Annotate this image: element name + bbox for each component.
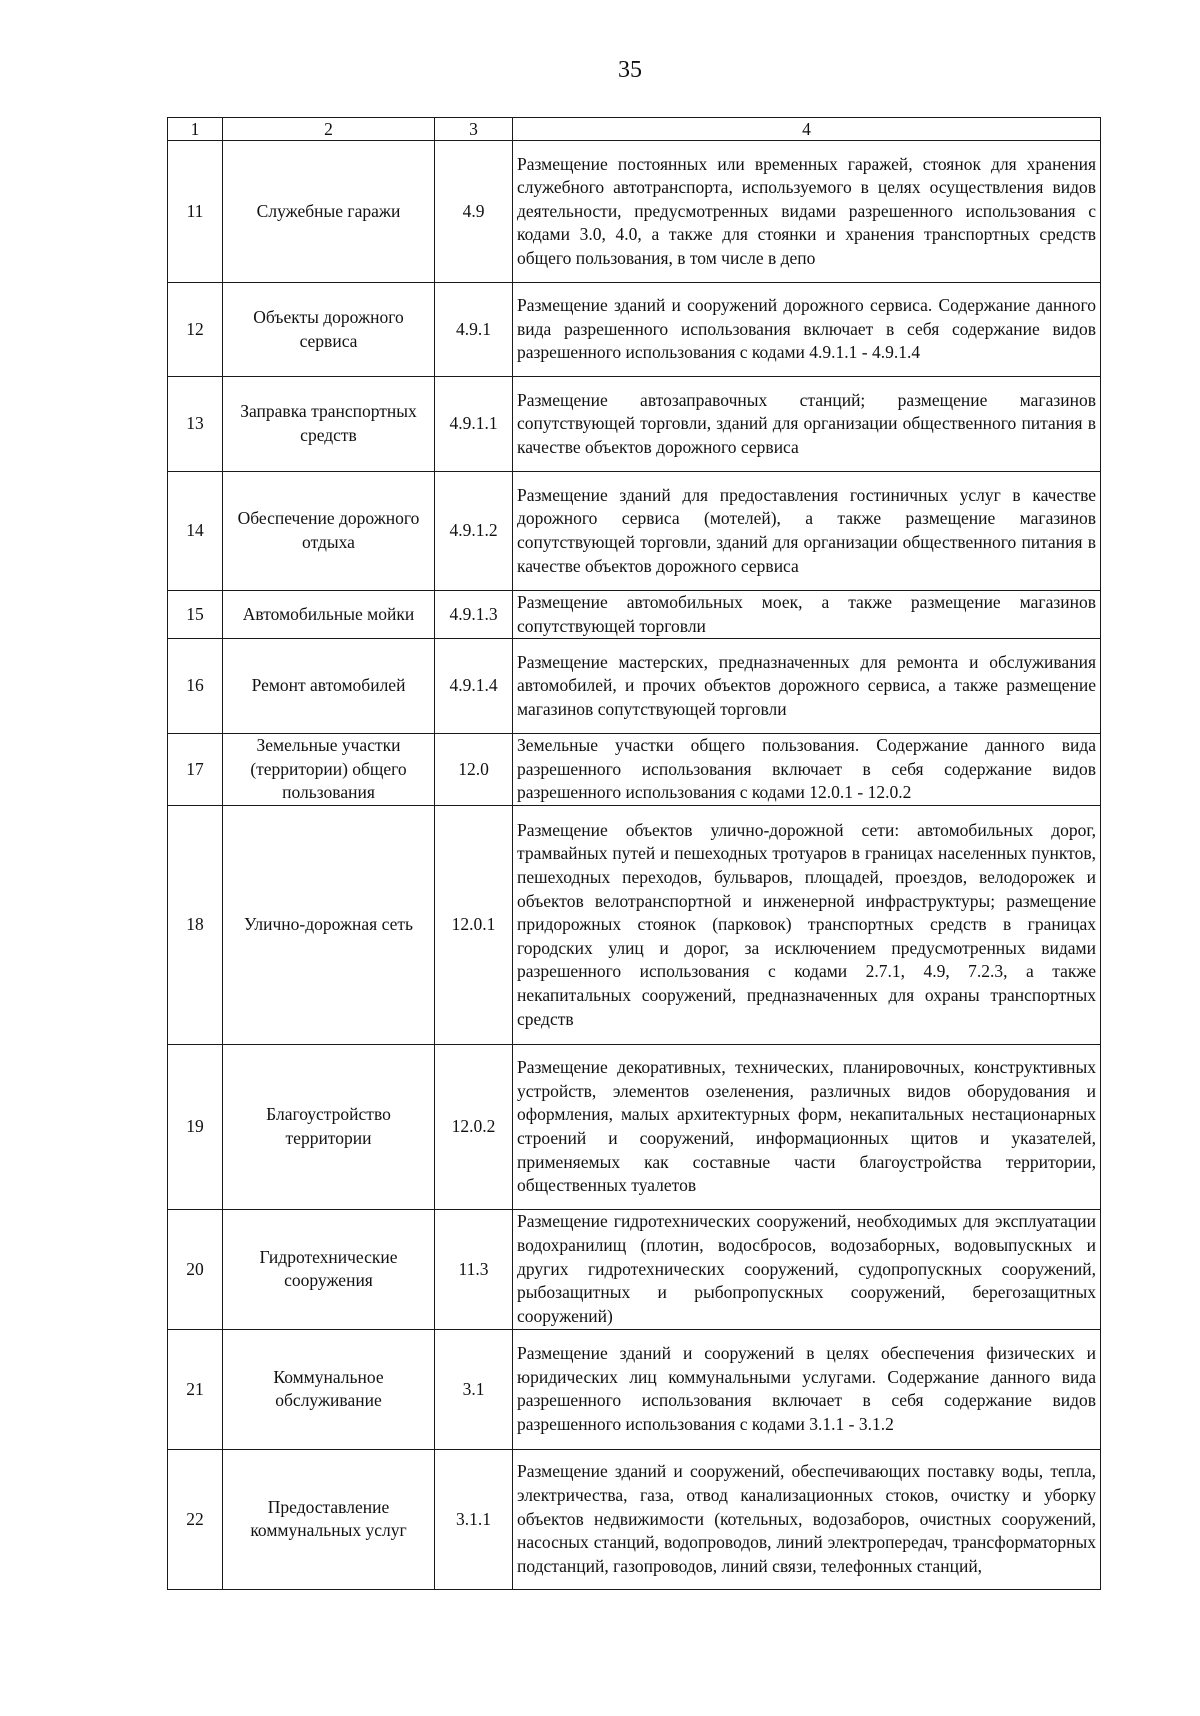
use-type-code: 4.9.1.4 <box>435 639 513 734</box>
use-type-name: Земельные участки (территории) общего пользования <box>223 734 435 806</box>
header-cell-2: 2 <box>223 118 435 141</box>
use-type-name: Ремонт автомобилей <box>223 639 435 734</box>
table-row <box>168 472 1101 591</box>
use-type-name: Автомобильные мойки <box>223 591 435 639</box>
table-row <box>168 591 1101 639</box>
use-type-code: 3.1.1 <box>435 1449 513 1589</box>
use-type-name: Улично-дорожная сеть <box>223 805 435 1044</box>
row-number: 15 <box>168 591 223 639</box>
row-number: 13 <box>168 377 223 472</box>
table-row <box>168 1449 1101 1589</box>
row-number: 12 <box>168 283 223 377</box>
use-type-name: Обеспечение дорожного отдыха <box>223 472 435 591</box>
table-row <box>168 1209 1101 1329</box>
use-type-code: 11.3 <box>435 1209 513 1329</box>
use-type-description: Размещение зданий и сооружений дорожного сервиса. Содержание данного вида разрешенного использования включает в себя содержание видов разрешенного использования с кодами 4.9.1.1 - 4.9.1.4 <box>513 283 1101 377</box>
page-number: 35 <box>618 57 642 83</box>
row-number: 17 <box>168 734 223 806</box>
use-type-name: Объекты дорожного сервиса <box>223 283 435 377</box>
table-row <box>168 283 1101 377</box>
use-type-description: Размещение мастерских, предназначенных для ремонта и обслуживания автомобилей, и прочих объектов дорожного сервиса, а также размещение магазинов сопутствующей торговли <box>513 639 1101 734</box>
use-type-description: Размещение декоративных, технических, планировочных, конструктивных устройств, элементов озеленения, различных видов оборудования и оформления, малых архитектурных форм, некапитальных нестационарных строений и сооружений, информационных щитов и указателей, применяемых как составные части благоустройства территории, общественных туалетов <box>513 1044 1101 1209</box>
header-cell-1: 1 <box>168 118 223 141</box>
use-type-code: 4.9.1.2 <box>435 472 513 591</box>
use-type-code: 4.9.1 <box>435 283 513 377</box>
use-type-name: Благоустройство территории <box>223 1044 435 1209</box>
use-type-description: Размещение автозаправочных станций; размещение магазинов сопутствующей торговли, зданий для организации общественного питания в качестве объектов дорожного сервиса <box>513 377 1101 472</box>
use-type-code: 12.0 <box>435 734 513 806</box>
use-type-description: Размещение зданий для предоставления гостиничных услуг в качестве дорожного сервиса (мотелей), а также размещение магазинов сопутствующей торговли, зданий для организации общественного питания в качестве объектов дорожного сервиса <box>513 472 1101 591</box>
header-cell-4: 4 <box>513 118 1101 141</box>
use-type-name: Коммунальное обслуживание <box>223 1329 435 1449</box>
row-number: 14 <box>168 472 223 591</box>
table-row <box>168 377 1101 472</box>
table-row <box>168 141 1101 283</box>
use-type-description: Размещение постоянных или временных гаражей, стоянок для хранения служебного автотранспорта, используемого в целях осуществления видов деятельности, предусмотренных видами разрешенного использования с кодами 3.0, 4.0, а также для стоянки и хранения транспортных средств общего пользования, в том числе в депо <box>513 141 1101 283</box>
use-type-name: Служебные гаражи <box>223 141 435 283</box>
table-row <box>168 639 1101 734</box>
use-type-description: Размещение объектов улично-дорожной сети: автомобильных дорог, трамвайных путей и пешеходных тротуаров в границах населенных пунктов, пешеходных переходов, бульваров, площадей, проездов, велодорожек и объектов велотранспортной и инженерной инфраструктуры; размещение придорожных стоянок (парковок) транспортных средств в границах городских улиц и дорог, за исключением предусмотренных видами разрешенного использования с кодами 2.7.1, 4.9, 7.2.3, а также некапитальных сооружений, предназначенных для охраны транспортных средств <box>513 805 1101 1044</box>
use-type-code: 12.0.2 <box>435 1044 513 1209</box>
use-type-description: Земельные участки общего пользования. Содержание данного вида разрешенного использования включает в себя содержание видов разрешенного использования с кодами 12.0.1 - 12.0.2 <box>513 734 1101 806</box>
use-type-name: Предоставление коммунальных услуг <box>223 1449 435 1589</box>
row-number: 21 <box>168 1329 223 1449</box>
header-cell-3: 3 <box>435 118 513 141</box>
use-type-code: 4.9 <box>435 141 513 283</box>
table-row <box>168 1044 1101 1209</box>
use-type-code: 4.9.1.3 <box>435 591 513 639</box>
row-number: 11 <box>168 141 223 283</box>
use-type-code: 12.0.1 <box>435 805 513 1044</box>
row-number: 18 <box>168 805 223 1044</box>
table-row <box>168 805 1101 1044</box>
use-type-description: Размещение зданий и сооружений, обеспечивающих поставку воды, тепла, электричества, газа, отвод канализационных стоков, очистку и уборку объектов недвижимости (котельных, водозаборов, очистных сооружений, насосных станций, водопроводов, линий электропередач, трансформаторных подстанций, газопроводов, линий связи, телефонных станций, <box>513 1449 1101 1589</box>
land-use-table <box>167 117 1101 1590</box>
row-number: 19 <box>168 1044 223 1209</box>
table-row <box>168 1329 1101 1449</box>
row-number: 20 <box>168 1209 223 1329</box>
use-type-description: Размещение гидротехнических сооружений, необходимых для эксплуатации водохранилищ (плотин, водосбросов, водозаборных, водовыпускных и других гидротехнических сооружений, судопропускных сооружений, рыбозащитных и рыбопропускных сооружений, берегозащитных сооружений) <box>513 1209 1101 1329</box>
use-type-name: Гидротехнические сооружения <box>223 1209 435 1329</box>
table-row <box>168 734 1101 806</box>
table-header-row <box>168 118 1101 141</box>
use-type-description: Размещение автомобильных моек, а также размещение магазинов сопутствующей торговли <box>513 591 1101 639</box>
row-number: 16 <box>168 639 223 734</box>
row-number: 22 <box>168 1449 223 1589</box>
use-type-code: 3.1 <box>435 1329 513 1449</box>
use-type-description: Размещение зданий и сооружений в целях обеспечения физических и юридических лиц коммунальными услугами. Содержание данного вида разрешенного использования включает в себя содержание видов разрешенного использования с кодами 3.1.1 - 3.1.2 <box>513 1329 1101 1449</box>
use-type-code: 4.9.1.1 <box>435 377 513 472</box>
use-type-name: Заправка транспортных средств <box>223 377 435 472</box>
